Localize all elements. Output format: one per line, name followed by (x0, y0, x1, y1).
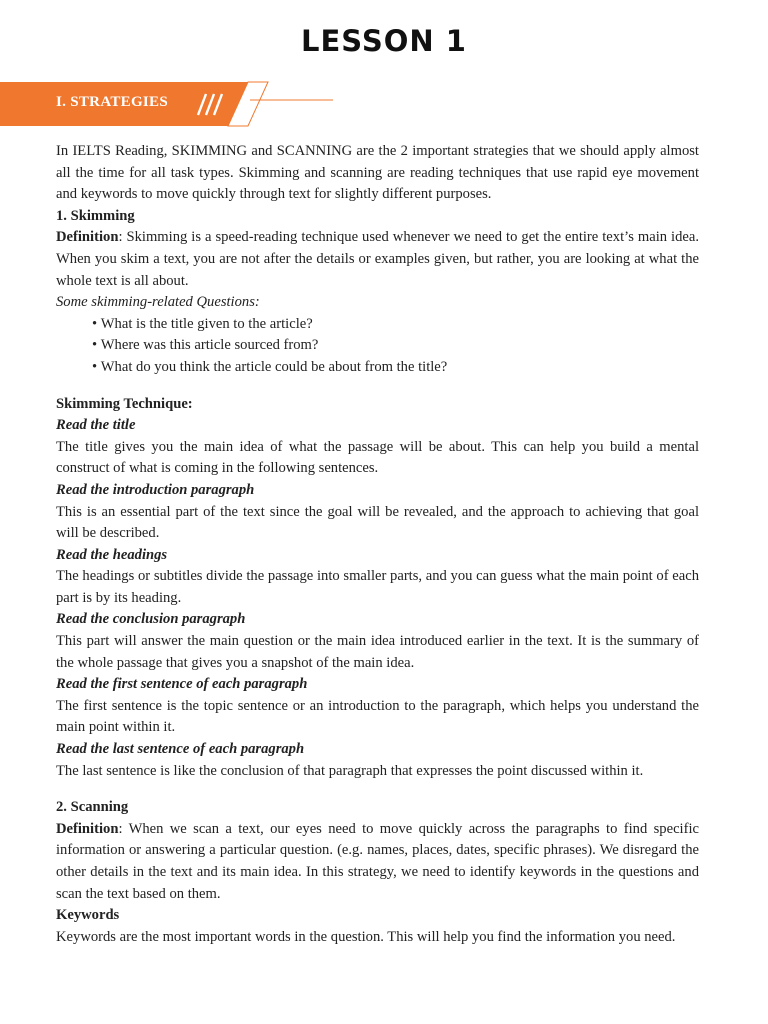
technique-title: Read the headings (56, 546, 168, 563)
list-item: • What do you think the article could be about from the title? (92, 357, 699, 379)
technique-title: Read the conclusion paragraph (56, 611, 246, 628)
technique-text: This is an essential part of the text since the goal will be revealed, and the approach to achieving that goal will be described. (56, 503, 699, 542)
keywords-heading: Keywords (56, 907, 120, 924)
definition-label: Definition (56, 229, 119, 246)
technique-text: The title gives you the main idea of what the passage will be about. This can help you build a mental construct of what is coming in the following sentences. (56, 438, 699, 477)
list-item: • Where was this article sourced from? (92, 335, 699, 357)
banner-label: I. STRATEGIES (56, 94, 168, 110)
keywords-text: Keywords are the most important words in the question. This will help you find the information you need. (56, 928, 676, 945)
lesson-content (56, 141, 699, 948)
skimming-definition (56, 227, 699, 292)
technique-heading: Skimming Technique: (56, 395, 193, 412)
definition-label: Definition (56, 820, 119, 837)
section-banner (0, 76, 340, 130)
definition-text: : Skimming is a speed-reading technique used whenever we need to get the entire text’s main idea. When you skim a text, you are not after the details or examples given, but rather, you are looking at what the whole text is all about. (56, 229, 699, 289)
technique-title: Read the introduction paragraph (56, 481, 255, 498)
technique-title: Read the first sentence of each paragraph (56, 676, 308, 693)
banner-shape (0, 76, 340, 130)
list-item: • What is the title given to the article? (92, 314, 699, 336)
questions-label: Some skimming-related Questions: (56, 294, 260, 311)
definition-text: : When we scan a text, our eyes need to move quickly across the paragraphs to find specific information or answering a particular question. (e.g. names, places, dates, specific phrases). We disregard the other details in the text and its main idea. In this strategy, we need to identify keywords in the questions and scan the text based on them. (56, 820, 699, 902)
technique-text: This part will answer the main question or the main idea introduced earlier in the text. It is the summary of the whole passage that gives you a snapshot of the main idea. (56, 633, 699, 671)
technique-title: Read the title (56, 417, 136, 434)
technique-text: The last sentence is like the conclusion of that paragraph that expresses the point discussed within it. (56, 762, 644, 779)
page-title: LESSON 1 (301, 24, 467, 58)
scanning-heading: 2. Scanning (56, 799, 129, 816)
intro-paragraph: In IELTS Reading, SKIMMING and SCANNING are the 2 important strategies that we should apply almost all the time for all task types. Skimming and scanning are reading techniques that use rapid eye movement and keywords to move quickly through text for slightly different purposes. (56, 143, 699, 203)
scanning-definition (56, 819, 699, 905)
technique-title: Read the last sentence of each paragraph (56, 741, 305, 758)
technique-text: The headings or subtitles divide the passage into smaller parts, and you can guess what the main point of each part is by its heading. (56, 568, 699, 606)
skimming-heading: 1. Skimming (56, 207, 135, 224)
questions-list (56, 314, 699, 379)
technique-text: The first sentence is the topic sentence or an introduction to the paragraph, which helps you understand the main point within it. (56, 697, 699, 736)
